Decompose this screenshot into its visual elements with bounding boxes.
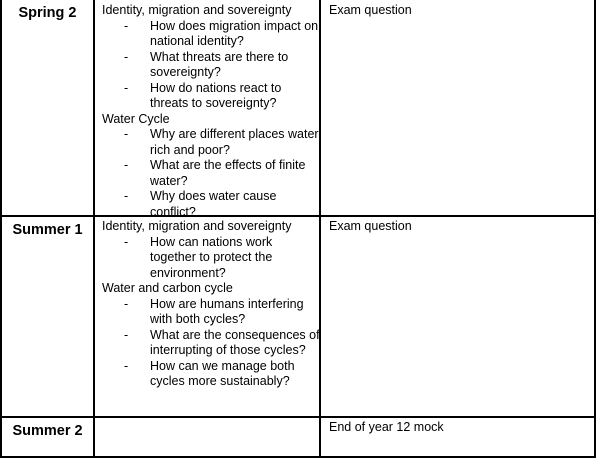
- bullet-dash: -: [124, 127, 129, 141]
- question-text: What threats are there to sovereignty?: [150, 49, 289, 79]
- question-item: [102, 158, 320, 189]
- question-text: How does migration impact on national identity?: [150, 18, 319, 48]
- question-item: [102, 50, 320, 81]
- question-text: How can we manage both cycles more sustainably?: [150, 358, 295, 388]
- topic-heading: Identity, migration and sovereignty: [102, 3, 292, 17]
- bullet-dash: -: [124, 49, 129, 64]
- bullet-dash: -: [124, 158, 129, 172]
- topics-cell-summer-1: [102, 219, 320, 390]
- question-item: [102, 19, 320, 50]
- question-item: [102, 189, 320, 220]
- assessment-summer-2: End of year 12 mock: [329, 420, 444, 434]
- bullet-dash: -: [124, 234, 129, 249]
- question-item: [102, 328, 320, 359]
- row-divider: [0, 416, 596, 418]
- question-item: [102, 81, 320, 112]
- term-label-summer-1: Summer 1: [12, 222, 83, 238]
- question-item: [102, 359, 320, 390]
- table-right-border: [594, 0, 596, 458]
- topic-heading: Identity, migration and sovereignty: [102, 219, 292, 233]
- question-text: Why does water cause conflict?: [150, 189, 277, 219]
- bullet-dash: -: [124, 18, 129, 33]
- term-label-summer-2: Summer 2: [12, 423, 83, 439]
- bullet-dash: -: [124, 327, 129, 342]
- topic-heading: Water and carbon cycle: [102, 281, 233, 295]
- question-text: How are humans interfering with both cycles?: [150, 296, 304, 326]
- topic-heading: Water Cycle: [102, 111, 170, 126]
- question-text: Why are different places water rich and poor?: [150, 127, 319, 157]
- bullet-dash: -: [124, 358, 129, 373]
- term-label-spring-2: Spring 2: [18, 5, 77, 21]
- table-bottom-border: [0, 456, 596, 458]
- question-item: [102, 235, 320, 282]
- topics-cell-spring-2: [102, 3, 320, 220]
- assessment-summer-1: Exam question: [329, 219, 412, 233]
- question-text: What are the effects of finite water?: [150, 158, 306, 188]
- question-text: What are the consequences of interrupting of those cycles?: [150, 327, 320, 357]
- question-item: [102, 127, 320, 158]
- question-text: How can nations work together to protect the environment?: [150, 234, 273, 280]
- assessment-spring-2: Exam question: [329, 3, 412, 17]
- bullet-dash: -: [124, 296, 129, 311]
- bullet-dash: -: [124, 80, 129, 95]
- question-item: [102, 297, 320, 328]
- question-text: How do nations react to threats to sovereignty?: [150, 80, 282, 110]
- bullet-dash: -: [124, 189, 129, 203]
